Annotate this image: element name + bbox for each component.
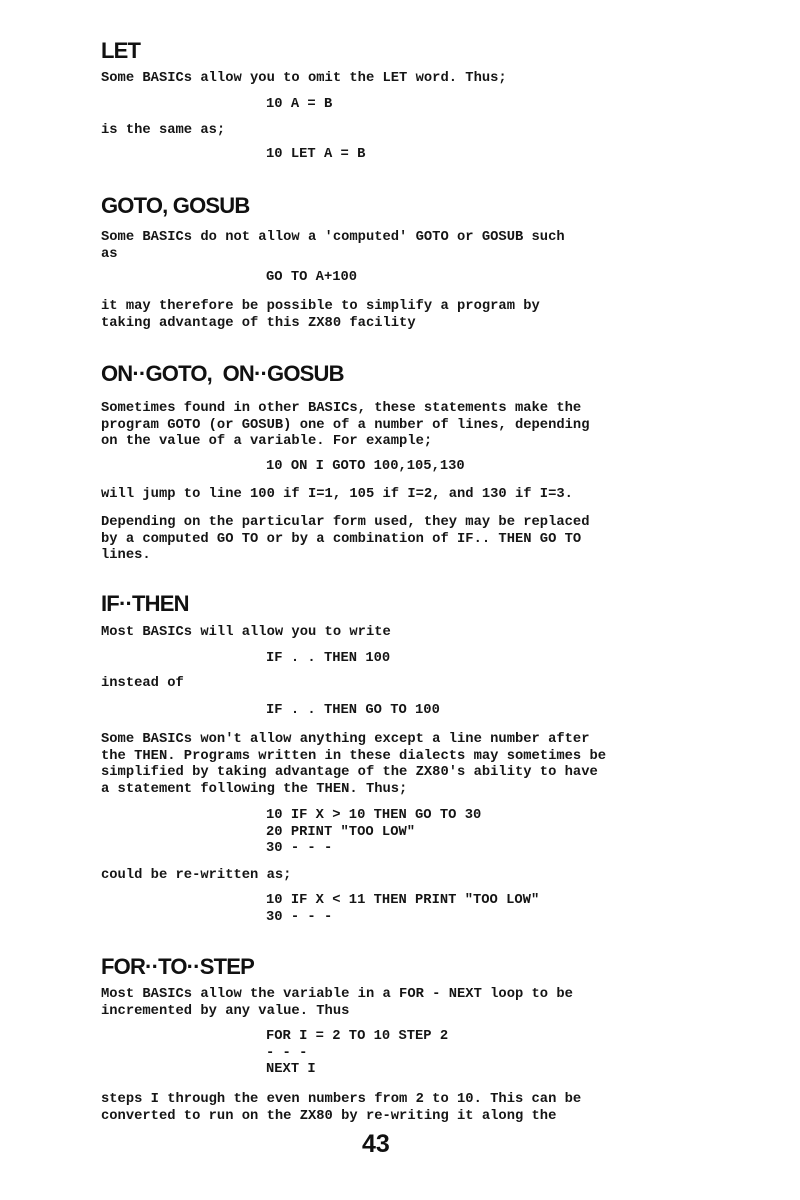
for-step-paragraph-2: steps I through the even numbers from 2 to 10. This can be converted to run on the ZX80 by re-writing it along the [101, 1092, 582, 1124]
for-step-paragraph-1: Most BASICs allow the variable in a FOR - NEXT loop to be incremented by any value. Thus [101, 987, 573, 1019]
for-step-code-1: FOR I = 2 TO 10 STEP 2 - - - NEXT I [266, 1029, 449, 1077]
goto-paragraph-2: it may therefore be possible to simplify a program by taking advantage of this ZX80 facility [101, 299, 540, 331]
on-goto-paragraph-2: will jump to line 100 if I=1, 105 if I=2, and 130 if I=3. [101, 487, 573, 502]
if-then-code-3: 10 IF X > 10 THEN GO TO 30 20 PRINT "TOO LOW" 30 - - - [266, 808, 482, 856]
if-then-paragraph-3: Some BASICs won't allow anything except a line number after the THEN. Programs written in these dialects may sometimes be simplified by taking advantage of the ZX80's ability to have a statement following the THEN. Thus; [101, 732, 607, 797]
if-then-code-1: IF . . THEN 100 [266, 651, 391, 666]
if-then-code-2: IF . . THEN GO TO 100 [266, 703, 440, 718]
goto-paragraph-1: Some BASICs do not allow a 'computed' GOTO or GOSUB such as [101, 230, 565, 262]
if-then-paragraph-1: Most BASICs will allow you to write [101, 625, 391, 640]
heading-goto-gosub: GOTO, GOSUB [101, 193, 250, 218]
on-goto-code-1: 10 ON I GOTO 100,105,130 [266, 459, 465, 474]
goto-code-1: GO TO A+100 [266, 270, 358, 285]
heading-for-step: FOR··TO··STEP [101, 954, 254, 979]
let-paragraph-2: is the same as; [101, 123, 226, 138]
on-goto-paragraph-3: Depending on the particular form used, they may be replaced by a computed GO TO or by a combination of IF.. THEN GO TO lines. [101, 515, 590, 563]
heading-on-goto: ON··GOTO, ON··GOSUB [101, 361, 344, 386]
if-then-paragraph-2: instead of [101, 676, 184, 691]
heading-let: LET [101, 38, 141, 63]
let-paragraph-1: Some BASICs allow you to omit the LET word. Thus; [101, 71, 507, 86]
if-then-code-4: 10 IF X < 11 THEN PRINT "TOO LOW" 30 - - - [266, 893, 540, 925]
if-then-paragraph-4: could be re-written as; [101, 868, 292, 883]
page-number: 43 [362, 1130, 390, 1158]
on-goto-paragraph-1: Sometimes found in other BASICs, these statements make the program GOTO (or GOSUB) one of a number of lines, depending on the value of a variable. For example; [101, 401, 590, 449]
heading-if-then: IF··THEN [101, 591, 189, 616]
let-code-2: 10 LET A = B [266, 147, 366, 162]
let-code-1: 10 A = B [266, 97, 333, 112]
